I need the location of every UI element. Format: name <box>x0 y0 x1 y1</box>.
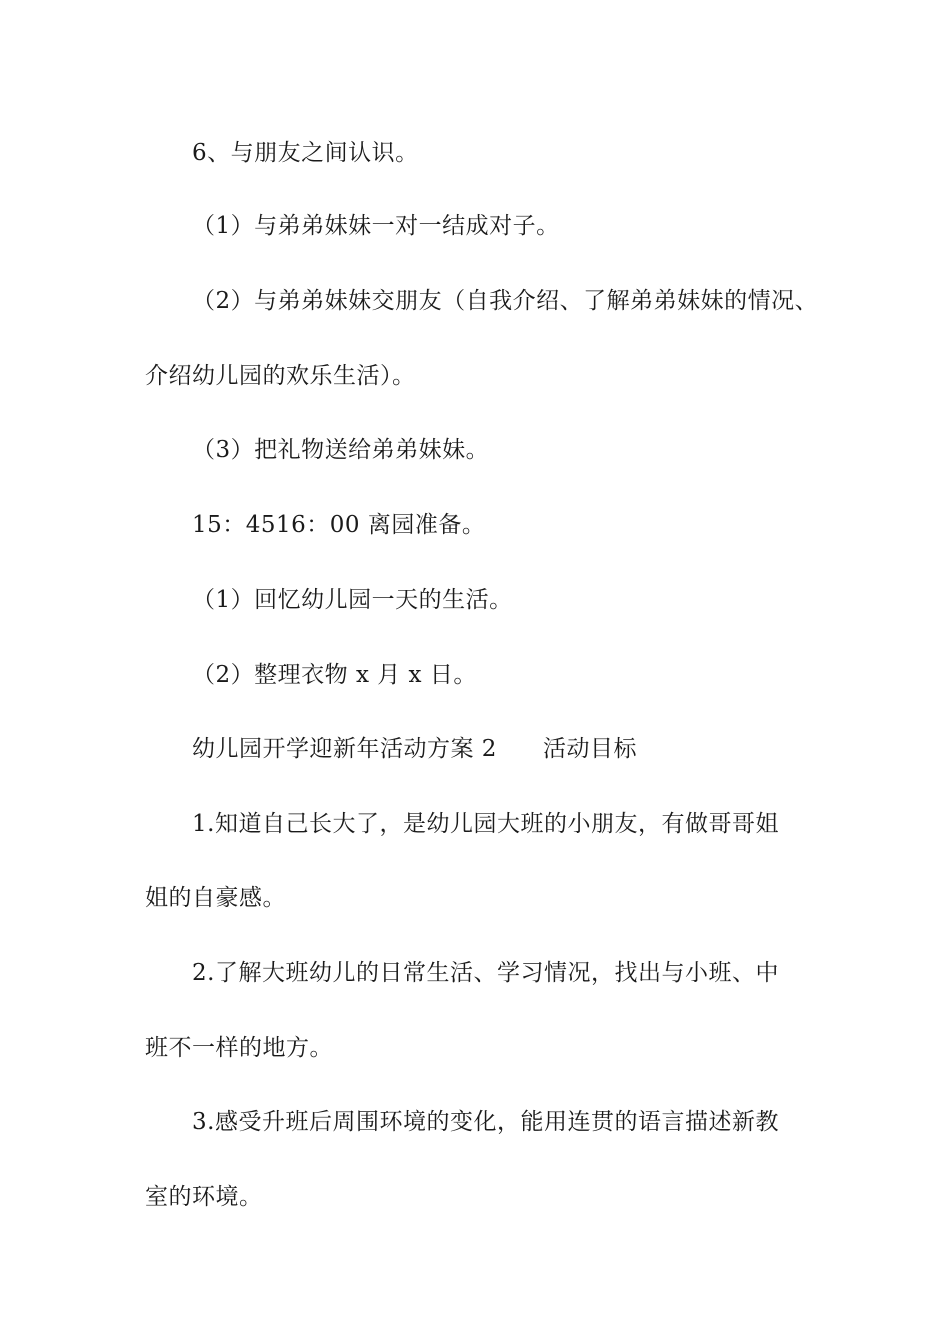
paragraph-line: 室的环境。 <box>145 1184 263 1210</box>
paragraph-line: （2）与弟弟妹妹交朋友（自我介绍、了解弟弟妹妹的情况、 <box>192 288 819 314</box>
section-heading <box>192 734 637 764</box>
paragraph-line: 6、与朋友之间认识。 <box>192 140 419 166</box>
paragraph-line: （1）回忆幼儿园一天的生活。 <box>192 587 513 613</box>
paragraph-line: 班不一样的地方。 <box>145 1035 333 1061</box>
paragraph-line: 3.感受升班后周围环境的变化，能用连贯的语言描述新教 <box>192 1109 779 1135</box>
paragraph-line: 介绍幼儿园的欢乐生活）。 <box>145 363 416 389</box>
section-title: 幼儿园开学迎新年活动方案 2 <box>192 736 497 762</box>
paragraph-line: （3）把礼物送给弟弟妹妹。 <box>192 437 490 463</box>
paragraph-line: （2）整理衣物 x 月 x 日。 <box>192 662 477 688</box>
paragraph-line: 15：4516：00 离园准备。 <box>192 512 486 538</box>
paragraph-line: 姐的自豪感。 <box>145 885 286 911</box>
section-subtitle: 活动目标 <box>542 736 637 762</box>
paragraph-line: （1）与弟弟妹妹一对一结成对子。 <box>192 213 560 239</box>
paragraph-line: 1.知道自己长大了，是幼儿园大班的小朋友，有做哥哥姐 <box>192 811 779 837</box>
paragraph-line: 2.了解大班幼儿的日常生活、学习情况，找出与小班、中 <box>192 960 779 986</box>
